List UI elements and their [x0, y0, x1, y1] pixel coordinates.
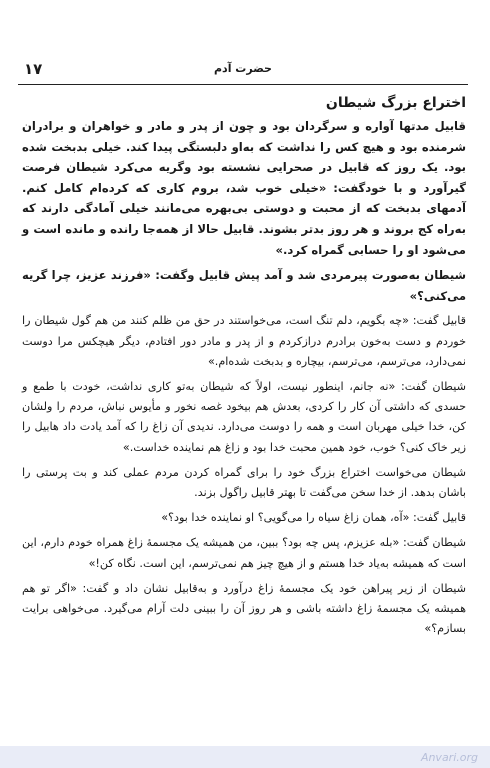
page-content: [22, 92, 466, 644]
paragraph: شیطان می‌خواست اختراع بزرگ خود را برای گمراه کردن مردم عملی کند و بت پرستی را باشان بدهد. از خدا سخن می‌گفت تا بهتر قابیل راگول بزند.: [22, 465, 466, 499]
paragraph: قابیل گفت: «چه بگویم، دلم تنگ است، می‌خواستند در حق من ظلم کنند من هم گول شیطان را خوردم و دست به‌خون برادرم درازکردم و از پدر و مادر دور افتادم، دیگر هیچکس مرا دوست نمی‌دارد، می‌ترسم، می‌ترسم، بیچاره و بدبخت شده‌ام.»: [22, 314, 466, 368]
paragraph: قابیل مدتها آواره و سرگردان بود و چون از پدر و مادر و خواهران و برادران شرمنده بود و هیچ کس را نداشت که به‌او دلبستگی پیدا کند. خیلی بدبخت شده بود. یک روز که قابیل در صحرایی نشسته بود وگریه می‌کرد شیطان فرصت گیرآورد و با خودگفت: «خیلی خوب شد، بروم کاری که کرده‌ام کامل کنم. آدمهای بدبخت که از محبت و دوستی بی‌بهره می‌مانند خیلی آمادگی دارند که به‌راه کج بروند و هر روز بدتر بشوند. قابیل حالا از همه‌جا رانده و مانده است و می‌شود او را حسابی گمراه کرد.»: [22, 119, 466, 257]
page-header: [18, 58, 468, 85]
paragraph: شیطان از زیر پیراهن خود یک مجسمهٔ زاغ درآورد و به‌قابیل نشان داد و گفت: «اگر تو هم همیشه یک مجسمهٔ زاغ داشته باشی و هر روز آن را ببینی دلت آرام می‌گیرد. می‌خواهی برایت بسازم؟»: [22, 581, 466, 636]
paragraph: شیطان گفت: «بله عزیزم، پس چه بود؟ ببین، من همیشه یک مجسمهٔ زاغ همراه خودم دارم، این است که همیشه به‌یاد خدا هستم و از هیچ چیز هم نمی‌ترسم، این است. نگاه کن!»: [22, 536, 466, 570]
watermark: Anvari.org: [420, 751, 478, 764]
paragraph: قابیل گفت: «آه، همان زاغ سیاه را می‌گویی؟ او نماینده خدا بود؟»: [161, 511, 466, 525]
section-title: اختراع بزرگ شیطان: [325, 95, 466, 111]
watermark-bar: [0, 746, 490, 768]
running-title: حضرت آدم: [214, 62, 272, 75]
page-number: ۱۷: [24, 60, 43, 78]
paragraph: شیطان به‌صورت پیرمردی شد و آمد پیش قابیل وگفت: «فرزند عزیز، چرا گریه می‌کنی؟»: [22, 268, 466, 303]
paragraph: شیطان گفت: «نه جانم، اینطور نیست، اولاً که شیطان به‌تو کاری نداشت، خودت با طمع و حسدی که داشتی آن کار را کردی، بعدش هم بیخود غصه نخور و مأیوس نباش، مردم را ولشان کن، خدا خیلی مهربان است و همه را دوست می‌دارد. ندیدی آن زاغ را که آمد یادت داد هابیل را زیر خاک کنی؟ خوب، خود همین محبت خدا بود و زاغ هم نماینده خداست.»: [22, 379, 466, 454]
